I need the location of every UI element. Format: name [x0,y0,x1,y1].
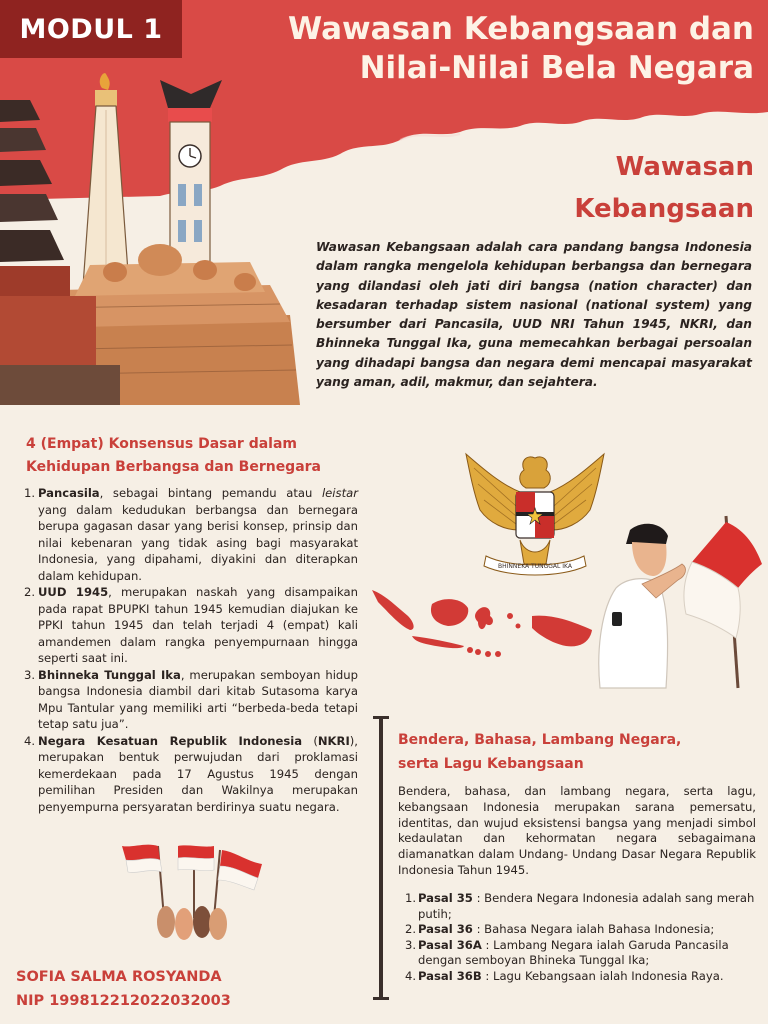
consensus-heading-line-2: Kehidupan Berbangsa dan Bernegara [26,459,322,475]
consensus-heading-line-1: 4 (Empat) Konsensus Dasar dalam [26,436,298,452]
text: ), merupakan bentuk perwujudan dari proklamasi kemerdekaan pada 17 Agustus 1945 dengan pemilihan Presiden dan Wakilnya merupakan penyempurna persyaratan berdirinya suatu negara. [38,733,358,814]
author-block [16,965,356,1013]
list-number: 1. [23,486,35,500]
italic-term: leistar [321,486,358,500]
term: Bhinneka Tunggal Ika [38,667,181,682]
symbols-heading-line-2: serta Lagu Kebangsaan [398,756,584,772]
text: ( [302,733,318,748]
text: : Lagu Kebangsaan ialah Indonesia Raya. [481,968,724,983]
pasal-item [398,891,758,922]
author-name: SOFIA SALMA ROSYANDA [16,969,222,985]
pasal-item [398,922,758,938]
section-title [454,146,754,230]
text: , merupakan semboyan hidup bangsa Indonesia diambil dari kitab Sutasoma karya Mpu Tantular yang memiliki arti “berbeda-beda tetapi tetap satu jua”. [38,667,358,731]
text: : Lambang Negara ialah Garuda Pancasila dengan semboyan Bhineka Tunggal Ika; [418,937,729,967]
landmarks-illustration [0,60,300,405]
consensus-heading [26,433,366,479]
list-number: 2. [23,585,35,599]
pasal-item [398,969,758,985]
list-text [418,969,758,985]
consensus-item-uud [12,584,358,667]
list-number: 3. [23,667,35,682]
term: Pasal 35 [418,891,473,905]
intro-paragraph: Wawasan Kebangsaan adalah cara pandang bangsa Indonesia dalam rangka mengelola kehidupan berbangsa dan bernegara yang dilandasi oleh jati diri bangsa (nation character) dan kesadaran terhadap sistem nasional (national system) yang bersumber dari Pancasila, UUD NRI Tahun 1945, NKRI, dan Bhinneka Tunggal Ika, guna memecahkan berbagai persoalan yang dihadapi bangsa dan negara demi mencapai masyarakat yang aman, adil, makmur, dan sejahtera. [316,240,752,390]
list-text [38,584,358,667]
text: : Bahasa Negara ialah Bahasa Indonesia; [472,922,715,936]
garuda-motto: BHINNEKA TUNGGAL IKA [498,563,572,570]
list-number: 4. [23,733,35,748]
text: , merupakan naskah yang disampaikan pada rapat BPUPKI tahun 1945 kemudian diajukan ke PPKI tahun 1945 dan telah terjadi 4 (empat) kali amandemen dalam rangka penyempurnaan hingga seperti saat ini. [38,585,358,665]
term: Pasal 36 [418,922,473,936]
flag-saluting-person [586,508,768,690]
consensus-list [12,485,358,815]
text: : Bendera Negara Indonesia adalah sang merah putih; [418,891,755,921]
page-title-line-1: Wawasan Kebangsaan dan [288,11,754,47]
list-number: 4. [404,968,416,983]
term: UUD 1945 [38,585,109,599]
module-badge: MODUL 1 [0,0,182,58]
list-number: 1. [404,891,416,905]
list-text [38,485,358,584]
section-title-line-1: Wawasan [615,152,754,182]
author-nip: NIP 199812212022032003 [16,993,231,1009]
consensus-item-bhinneka [12,667,358,733]
symbols-heading [398,728,738,776]
indonesia-map [370,586,595,666]
list-text [418,938,758,969]
symbols-paragraph: Bendera, bahasa, dan lambang negara, serta lagu, kebangsaan Indonesia merupakan sarana pemersatu, identitas, dan wujud eksistensi bangsa yang menjadi simbol kedaulatan dan kehormatan negara sebagaimana diamanatkan dalam Undang- Undang Dasar Negara Republik Indonesia Tahun 1945. [398,784,756,877]
consensus-item-pancasila [12,485,358,584]
term: Pasal 36A [418,937,482,952]
list-number: 2. [404,922,416,936]
list-text [418,891,758,922]
page-title-line-2: Nilai-Nilai Bela Negara [359,50,754,86]
term: NKRI [317,733,350,748]
vertical-divider [379,716,383,1000]
term: Negara Kesatuan Republik Indonesia [38,733,303,748]
term: Pancasila [38,486,100,500]
list-text [418,922,758,938]
term: Pasal 36B [418,968,482,983]
consensus-item-nkri [12,733,358,816]
text: , sebagai bintang pemandu atau [99,486,322,500]
list-text [38,733,358,816]
symbols-heading-line-1: Bendera, Bahasa, Lambang Negara, [398,732,682,748]
pasal-item [398,938,758,969]
text: yang dalam kedudukan berbangsa dan bernegara berupa gagasan dasar yang berisi konsep, prinsip dan nilai kebenaran yang tidak asing bagi masyarakat Indonesia, yang dipahami, diyakini dan diterapkan dalam kehidupan. [38,502,358,583]
pasal-list [398,891,758,984]
section-title-line-2: Kebangsaan [574,194,754,224]
waving-flags-hands [118,840,268,945]
list-number: 3. [404,937,416,952]
list-text [38,667,358,733]
